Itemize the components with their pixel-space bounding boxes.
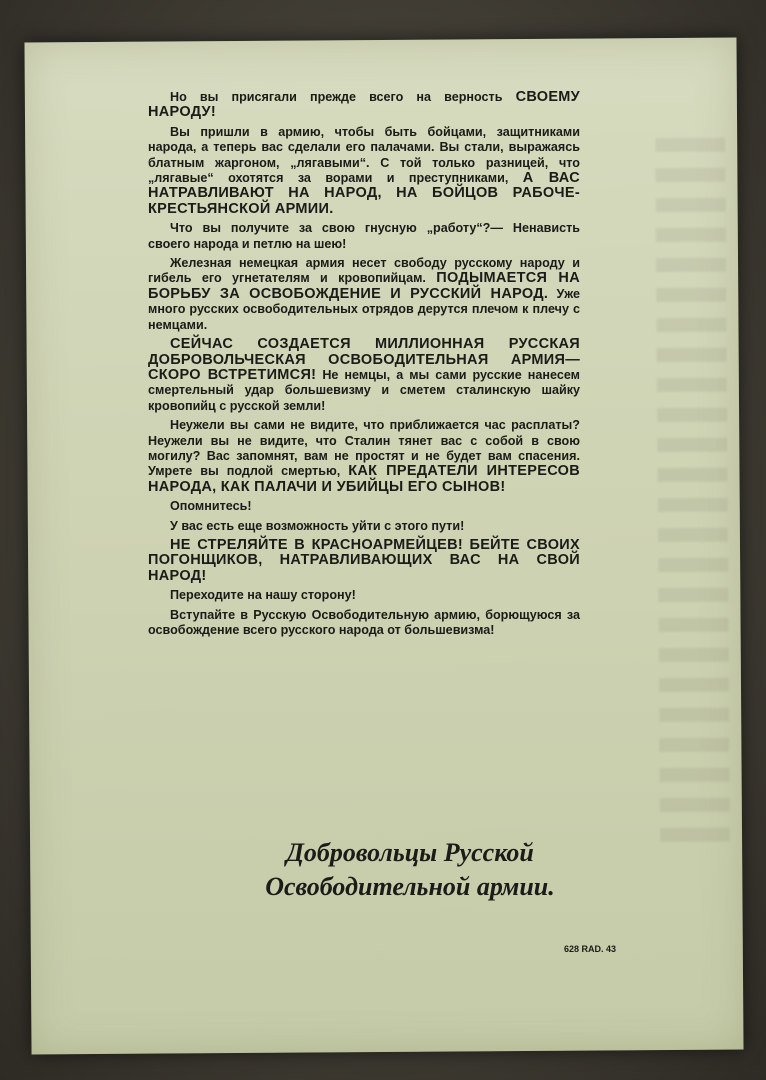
paragraph-caps: СЕЙЧАС СОЗДАЕТСЯ МИЛЛИОННАЯ РУССКАЯ ДОБРОВОЛЬЧЕСКАЯ ОСВОБОДИТЕЛЬНАЯ АРМИЯ—СКОРО ВСТРЕТИМСЯ! (148, 336, 580, 383)
paragraph-caps: СВОЕМУ НАРОДУ! (148, 89, 580, 121)
paragraph-caps: А ВАС НАТРАВЛИВАЮТ НА НАРОД, НА БОЙЦОВ РАБОЧЕ-КРЕСТЬЯНСКОЙ АРМИИ. (148, 170, 580, 217)
paragraph-text: Неужели вы сами не видите, что приближается час расплаты? Неужели вы не видите, что Сталин тянет вас с собой в свою могилу? Вас запомнят, вам не простят и не будет вам спасения. Умрете вы подлой смертью, (148, 418, 580, 479)
paragraph-2 (148, 125, 580, 217)
paragraph-7 (148, 499, 580, 514)
paragraph-caps: ПОДЫМАЕТСЯ НА БОРЬБУ ЗА ОСВОБОЖДЕНИЕ И РУССКИЙ НАРОД. (148, 270, 580, 302)
paragraph-4 (148, 256, 580, 333)
paragraph-text: Вы пришли в армию, чтобы быть бойцами, защитниками народа, а теперь вас сделали его палачами. Вы стали, выражаясь блатным жаргоном, „лягавыми“. С той только разницей, что „лягавые“ охотятся за ворами и преступниками, (148, 124, 580, 186)
paragraph-text: Железная немецкая армия несет свободу русскому народу и гибель его угнетателям и кровопийцам. (148, 256, 580, 286)
print-code: 628 RAD. 43 (564, 944, 617, 954)
paragraph-text: Что вы получите за свою гнусную „работу“?— Ненависть своего народа и петлю на шею! (148, 221, 580, 251)
paragraph-10 (148, 588, 580, 603)
paragraph-tail: Не немцы, а мы сами русские нанесем смертельный удар большевизму и сметем сталинскую шайку кровопийц с русской земли! (148, 367, 580, 413)
signature-block (200, 836, 620, 904)
paragraph-5 (148, 337, 580, 414)
leaflet-body-text (148, 90, 580, 642)
signature-line-1: Добровольцы Русской (286, 838, 534, 867)
reverse-side-bleedthrough (655, 138, 730, 858)
paragraph-text: Вступайте в Русскую Освободительную армию, борющуюся за освобождение всего русского народа от большевизма! (148, 607, 580, 637)
paragraph-text: Но вы присягали прежде всего на верность (170, 90, 516, 104)
signature-line-2: Освободительной армии. (265, 872, 555, 901)
paragraph-caps: КАК ПРЕДАТЕЛИ ИНТЕРЕСОВ НАРОДА, КАК ПАЛАЧИ И УБИЙЦЫ ЕГО СЫНОВ! (148, 463, 580, 495)
paragraph-1 (148, 90, 580, 121)
paragraph-8 (148, 519, 580, 534)
paragraph-text: Переходите на нашу сторону! (170, 588, 356, 603)
paragraph-6 (148, 418, 580, 495)
paragraph-text: У вас есть еще возможность уйти с этого пути! (170, 518, 465, 533)
paragraph-tail: Уже много русских освободительных отрядов дерутся плечом к плечу с немцами. (148, 286, 580, 332)
paragraph-9 (148, 538, 580, 584)
paragraph-caps: НЕ СТРЕЛЯЙТЕ В КРАСНОАРМЕЙЦЕВ! БЕЙТЕ СВОИХ ПОГОНЩИКОВ, НАТРАВЛИВАЮЩИХ ВАС НА СВОЙ НАРОД! (148, 536, 580, 584)
paragraph-3 (148, 221, 580, 252)
paragraph-11 (148, 608, 580, 639)
paragraph-text: Опомнитесь! (170, 499, 252, 514)
